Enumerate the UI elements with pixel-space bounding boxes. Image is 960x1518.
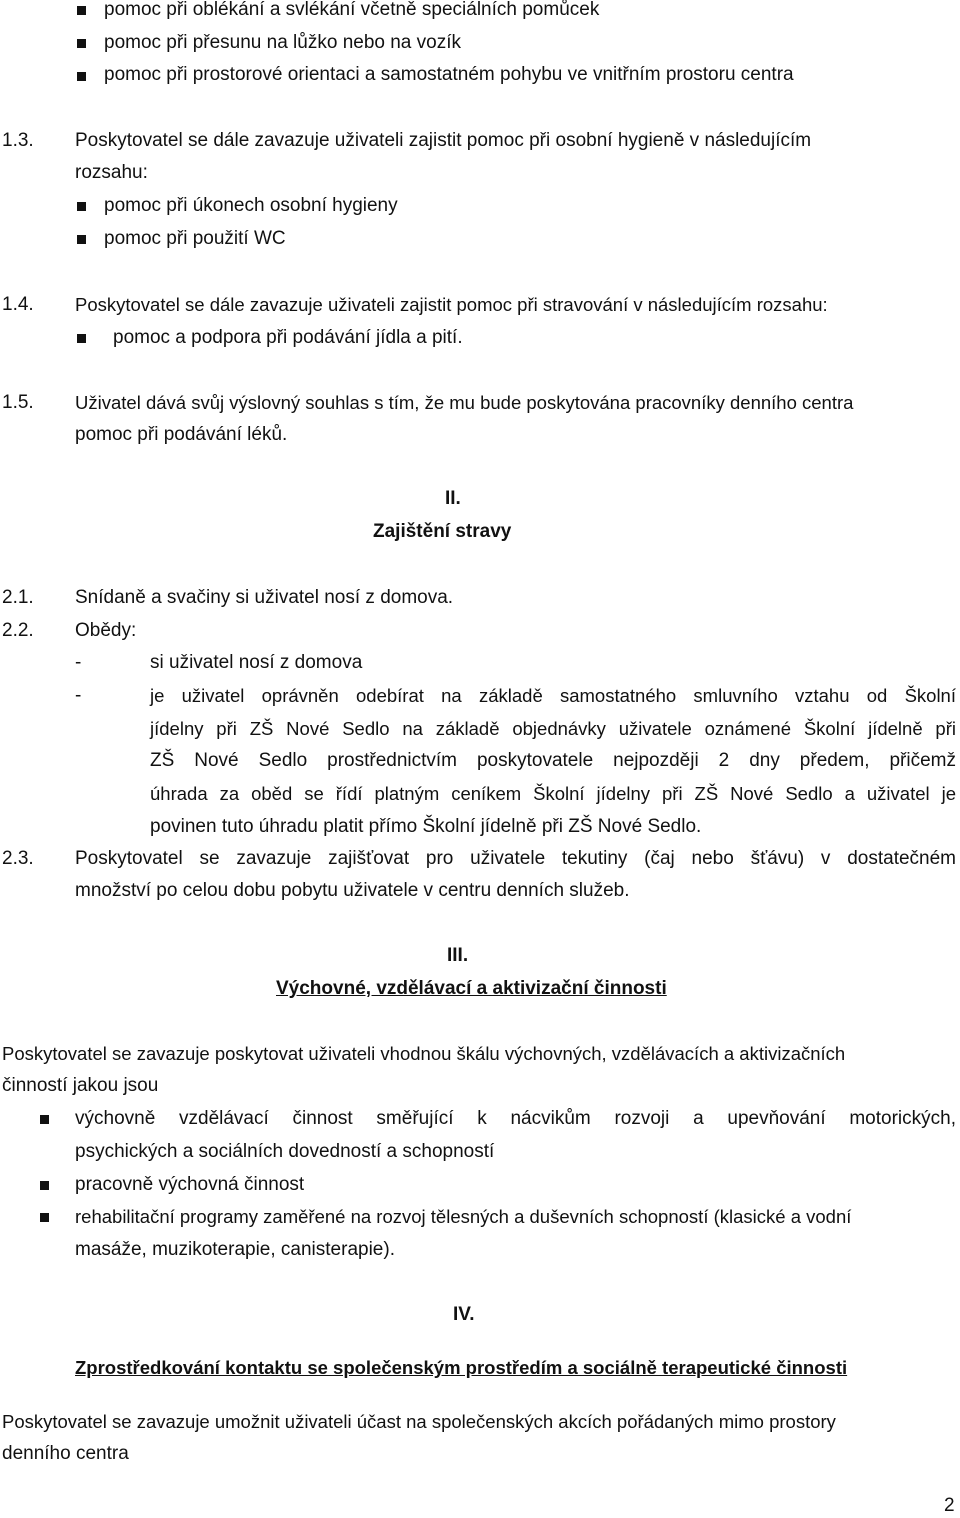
section-number: 1.5. (2, 392, 34, 413)
bullet-text: pracovně výchovná činnost (75, 1174, 305, 1195)
section-roman: III. (447, 945, 469, 966)
bullet-text: pomoc při použití WC (104, 228, 286, 249)
paragraph-line: Snídaně a svačiny si uživatel nosí z domova. (75, 587, 454, 608)
section-title: Zajištění stravy (373, 521, 512, 542)
dash-text: si uživatel nosí z domova (150, 652, 363, 673)
bullet-marker (77, 72, 86, 81)
dash-text-line: úhrada za oběd se řídí platným ceníkem Školní jídelny při ZŠ Nové Sedlo a uživatel je (150, 783, 956, 804)
paragraph-line: pomoc při podávání léků. (75, 424, 288, 445)
bullet-marker (40, 1181, 49, 1190)
dash-text-line: jídelny při ZŠ Nové Sedlo na základě objednávky uživatele oznámené Školní jídelně při (150, 718, 956, 739)
section-title: Zprostředkování kontaktu se společenským prostředím a sociálně terapeutické činnosti (75, 1357, 848, 1378)
section-number: 1.4. (2, 294, 34, 315)
paragraph-line: Poskytovatel se dále zavazuje uživateli zajistit pomoc při stravování v následujícím rozsahu: (75, 294, 828, 315)
paragraph-line: Poskytovatel se dále zavazuje uživateli zajistit pomoc při osobní hygieně v následujícím (75, 130, 812, 151)
paragraph-line: denního centra (2, 1443, 129, 1464)
paragraph-line: Poskytovatel se zavazuje umožnit uživateli účast na společenských akcích pořádaných mimo prostory (2, 1411, 836, 1432)
bullet-text: pomoc při přesunu na lůžko nebo na vozík (104, 32, 461, 53)
bullet-marker (77, 334, 86, 343)
paragraph-line: Obědy: (75, 620, 137, 641)
bullet-marker (77, 202, 86, 211)
bullet-text: pomoc a podpora při podávání jídla a pití. (113, 327, 463, 348)
section-number: 1.3. (2, 130, 34, 151)
page-number: 2 (944, 1495, 955, 1516)
bullet-text-line: masáže, muzikoterapie, canisterapie). (75, 1239, 395, 1260)
paragraph-line: činností jakou jsou (2, 1075, 159, 1096)
dash-marker: - (75, 685, 82, 706)
dash-text-line: povinen tuto úhradu platit přímo Školní jídelně při ZŠ Nové Sedlo. (150, 816, 702, 837)
paragraph-line: Poskytovatel se zavazuje poskytovat uživateli vhodnou škálu výchovných, vzdělávacích a aktivizačních (2, 1043, 846, 1064)
section-title: Výchovné, vzdělávací a aktivizační činnosti (276, 978, 667, 999)
dash-text-line: ZŠ Nové Sedlo prostřednictvím poskytovatele nejpozději 2 dny předem, přičemž (150, 750, 956, 771)
bullet-text: pomoc při prostorové orientaci a samostatném pohybu ve vnitřním prostoru centra (104, 64, 794, 85)
section-number: 2.2. (2, 620, 34, 641)
paragraph-line: rozsahu: (75, 162, 148, 183)
bullet-marker (40, 1213, 49, 1222)
paragraph-line: Poskytovatel se zavazuje zajišťovat pro uživatele tekutiny (čaj nebo šťávu) v dostatečném (75, 848, 956, 869)
bullet-text-line: rehabilitační programy zaměřené na rozvoj tělesných a duševních schopností (klasické a vodní (75, 1206, 852, 1227)
section-roman: II. (445, 488, 461, 509)
bullet-marker (77, 6, 86, 15)
bullet-text-line: výchovně vzdělávací činnost směřující k nácvikům rozvoji a upevňování motorických, (75, 1108, 956, 1129)
paragraph-line: Uživatel dává svůj výslovný souhlas s tím, že mu bude poskytována pracovníky denního centra (75, 392, 854, 413)
section-number: 2.3. (2, 848, 34, 869)
bullet-marker (77, 39, 86, 48)
bullet-text-line: psychických a sociálních dovedností a schopností (75, 1141, 495, 1162)
section-number: 2.1. (2, 587, 34, 608)
dash-marker: - (75, 652, 82, 673)
paragraph-line: množství po celou dobu pobytu uživatele v centru denních služeb. (75, 880, 630, 901)
bullet-text: pomoc při úkonech osobní hygieny (104, 195, 398, 216)
bullet-marker (40, 1115, 49, 1124)
bullet-text: pomoc při oblékání a svlékání včetně speciálních pomůcek (104, 0, 600, 20)
section-roman: IV. (453, 1304, 475, 1325)
bullet-marker (77, 235, 86, 244)
dash-text-line: je uživatel oprávněn odebírat na základě samostatného smluvního vztahu od Školní (150, 685, 956, 706)
